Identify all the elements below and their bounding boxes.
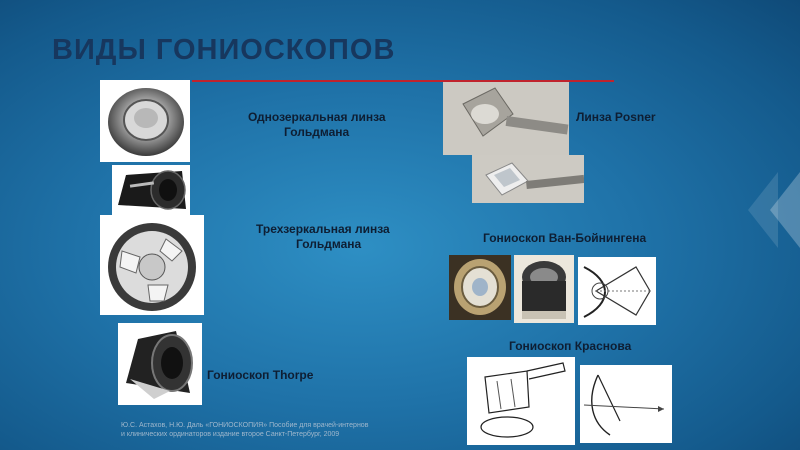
label-goldmann-three-mirror [256,222,390,252]
footnote-line-1: Ю.С. Астахов, Н.Ю. Даль «ГОНИОСКОПИЯ» Пособие для врачей-интернов [121,422,369,429]
label-line-2: Гольдмана [296,237,362,251]
van-boiningen-photo-2 [514,255,574,323]
label-goldmann-one-mirror [248,110,386,140]
label-line-1: Однозеркальная линза [248,110,386,124]
decor-chevron-inner [748,172,778,248]
posner-photo-2 [472,155,584,203]
label-krasnov: Гониоскоп Краснова [509,339,632,353]
slide-title: ВИДЫ ГОНИОСКОПОВ [52,34,396,66]
krasnov-drawing [467,357,575,445]
footnote-line-2: и клинических ординаторов издание второе Санкт-Петербург, 2009 [121,431,340,438]
label-posner: Линза Posner [576,110,656,124]
goldmann-three-mirror-diagram [100,215,204,315]
label-line-2: Гольдмана [284,125,350,139]
posner-photo-1 [443,82,569,155]
thorpe-photo [118,323,202,405]
citation-footnote [121,421,368,439]
label-line-1: Трехзеркальная линза [256,222,390,236]
van-boiningen-diagram [578,257,656,325]
goldmann-one-mirror-photo [100,80,190,162]
van-boiningen-photo-1 [449,255,511,320]
goldmann-side-photo [112,165,190,215]
krasnov-diagram [580,365,672,443]
label-van-boiningen: Гониоскоп Ван-Бойнингена [483,231,647,245]
label-thorpe: Гониоскоп Thorpe [207,368,314,382]
